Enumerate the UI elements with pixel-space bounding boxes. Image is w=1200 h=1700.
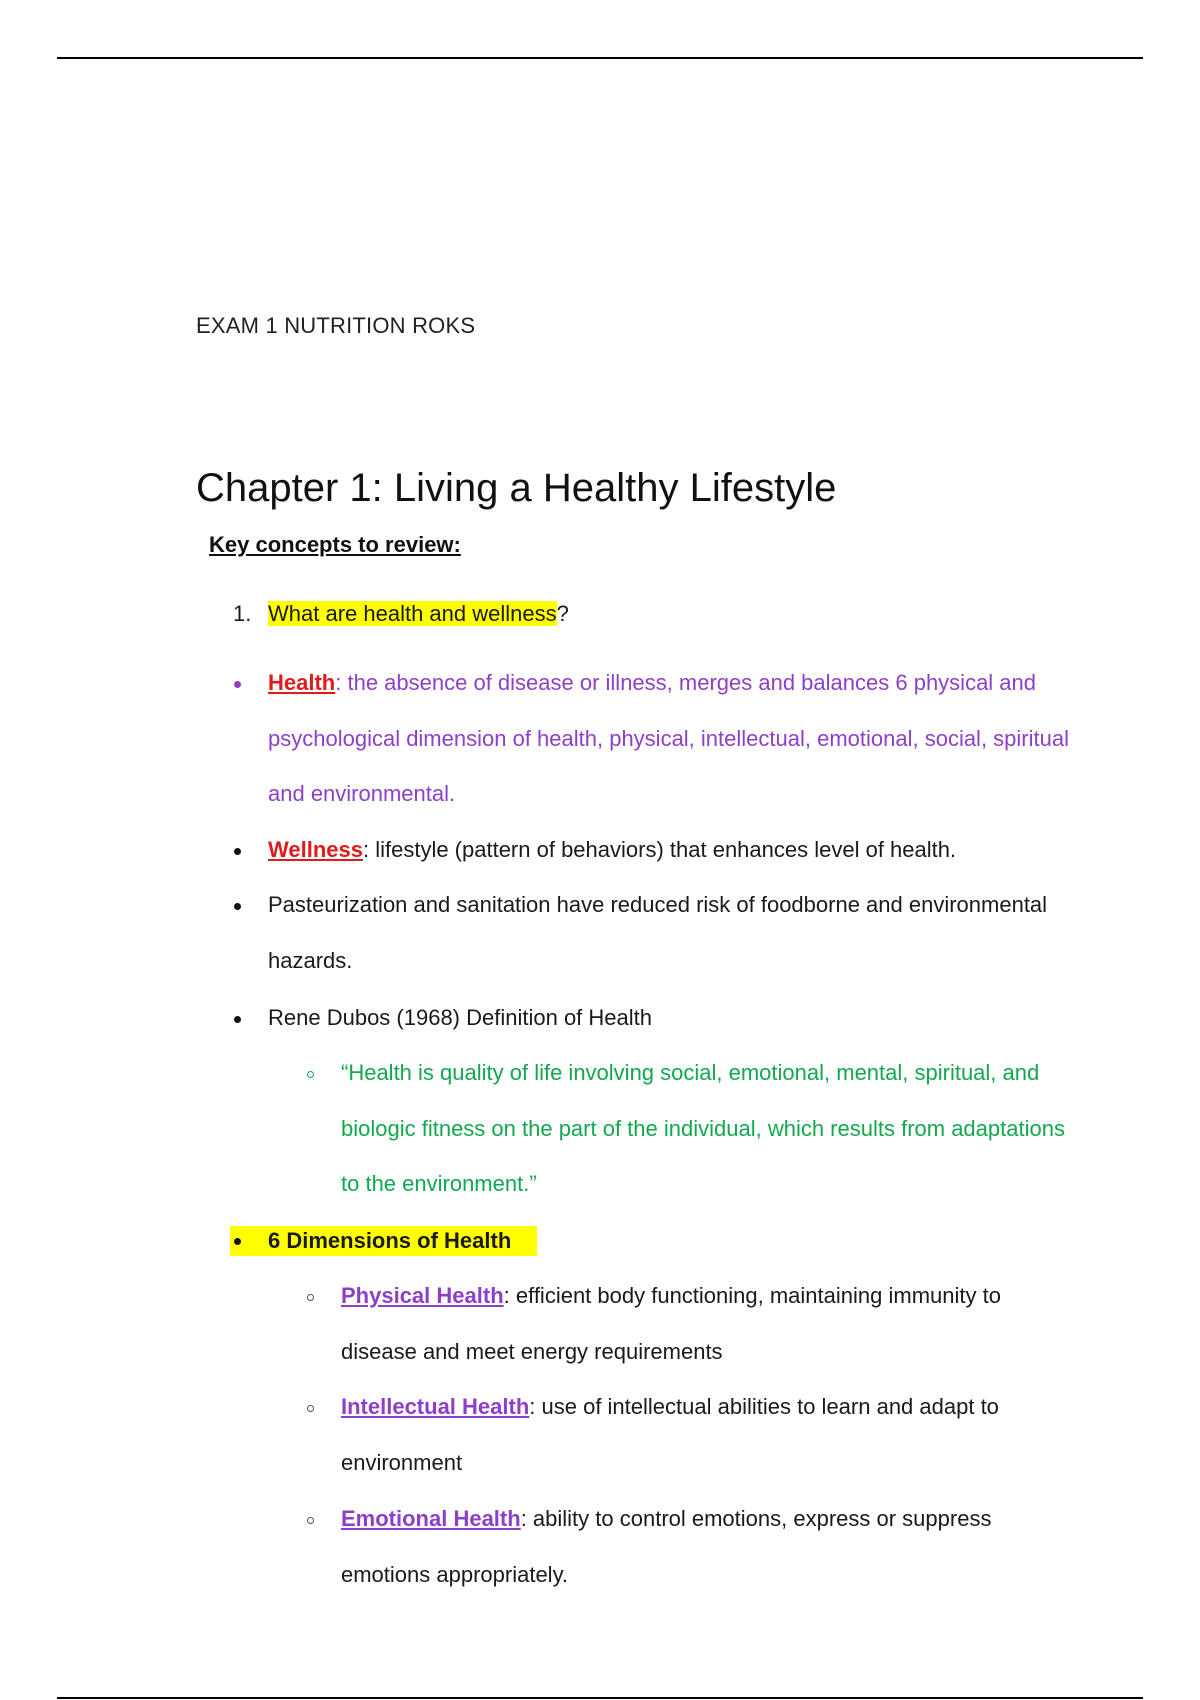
sub-bullet-icon xyxy=(307,1071,314,1078)
physical-health-line-2: disease and meet energy requirements xyxy=(341,1339,723,1364)
sub-bullet-icon xyxy=(307,1294,314,1301)
dubos-quote-line-3: to the environment.” xyxy=(341,1171,537,1196)
bullet-icon xyxy=(234,681,241,688)
health-definition-line-1 xyxy=(268,668,1036,698)
health-definition-line-2: psychological dimension of health, physical, intellectual, emotional, social, spiritual xyxy=(268,726,1069,751)
emotional-health-text: : ability to control emotions, express or suppress xyxy=(520,1506,992,1531)
bullet-icon xyxy=(234,1016,241,1023)
question-1 xyxy=(268,599,569,629)
sub-bullet-icon xyxy=(307,1405,314,1412)
dubos-quote-line-2: biologic fitness on the part of the individual, which results from adaptations xyxy=(341,1116,1065,1141)
wellness-text: : lifestyle (pattern of behaviors) that enhances level of health. xyxy=(362,837,957,862)
bullet-icon xyxy=(234,1238,241,1245)
document-label: EXAM 1 NUTRITION ROKS xyxy=(196,313,476,338)
chapter-title: Chapter 1: Living a Healthy Lifestyle xyxy=(196,466,837,510)
physical-health-line-1 xyxy=(341,1281,1001,1311)
emotional-health-line-1 xyxy=(341,1504,991,1534)
health-text-1: : the absence of disease or illness, merges and balances 6 physical and xyxy=(335,670,1037,695)
dimensions-heading: 6 Dimensions of Health xyxy=(268,1228,512,1253)
pasteurization-line-1: Pasteurization and sanitation have reduced risk of foodborne and environmental xyxy=(268,892,1048,917)
emotional-health-term: Emotional Health xyxy=(341,1506,521,1531)
wellness-term: Wellness xyxy=(268,837,363,862)
question-1-text: What are health and wellness xyxy=(268,601,557,626)
health-term: Health xyxy=(268,670,336,695)
intellectual-health-line-2: environment xyxy=(341,1450,463,1475)
pasteurization-line-2: hazards. xyxy=(268,948,353,973)
physical-health-term: Physical Health xyxy=(341,1283,504,1308)
top-rule xyxy=(57,57,1143,59)
wellness-definition xyxy=(268,835,956,865)
bullet-icon xyxy=(234,848,241,855)
bullet-icon xyxy=(234,903,241,910)
intellectual-health-text: : use of intellectual abilities to learn and adapt to xyxy=(529,1394,999,1419)
question-1-suffix: ? xyxy=(556,601,569,626)
emotional-health-line-2: emotions appropriately. xyxy=(341,1562,569,1587)
sub-bullet-icon xyxy=(307,1517,314,1524)
key-concepts-heading: Key concepts to review: xyxy=(209,532,461,557)
bottom-rule xyxy=(57,1697,1143,1699)
dubos-definition: Rene Dubos (1968) Definition of Health xyxy=(268,1005,653,1030)
question-number: 1. xyxy=(233,601,252,626)
health-definition-line-3: and environmental. xyxy=(268,781,456,806)
intellectual-health-line-1 xyxy=(341,1392,999,1422)
dubos-quote-line-1: “Health is quality of life involving social, emotional, mental, spiritual, and xyxy=(341,1060,1040,1085)
physical-health-text: : efficient body functioning, maintaining immunity to xyxy=(503,1283,1001,1308)
intellectual-health-term: Intellectual Health xyxy=(341,1394,530,1419)
